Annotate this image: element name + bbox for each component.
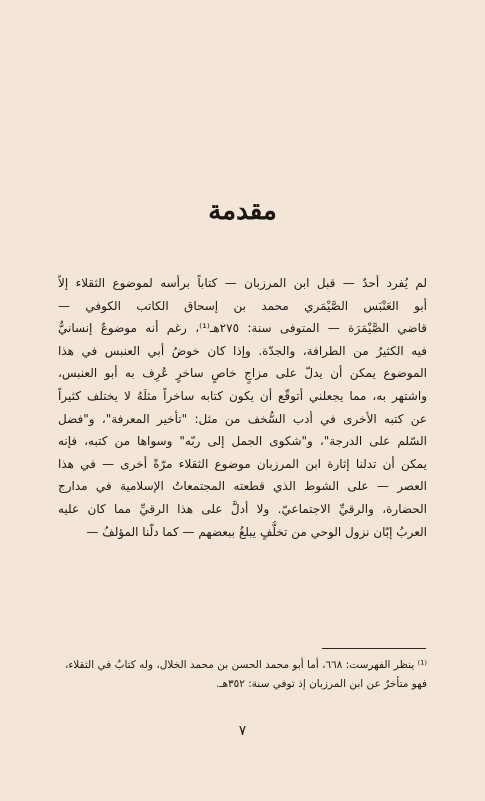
text-line: قاضي الصَّيْمَرَة — المتوفى سنة: ٢٧٥هـ⁽¹⁾، رغم أنه موضوعٌ إنسانيٌّ [58,321,427,336]
text-line: واشتهر به، مما يجعلني أتوقّع أن يكون كتابه ساخراً مثلَهُ لا يختلف كثيراً [58,388,427,403]
text-line: لم يُفرد أحدٌ — قبل ابن المرزبان — كتاباً برأسه لموضوع الثقلاء إلاّ [58,276,427,290]
text-line: أبو العَنْبَس الصَّيْمَري محمد بن إسحاق الكاتب الكوفي — [58,298,427,313]
chapter-title: مقدمة [208,196,277,226]
footnote-line: ⁽¹⁾ ينظر الفهرست: ٦٦٨، أما أبو محمد الحسن بن محمد الخلال، وله كتابٌ في الثقلاء، [64,659,427,671]
footnotes [58,656,427,694]
text-line: يمكن أن تدلنا إثارة ابن المرزبان موضوع الثقلاء مرّةً أخرى — في هذا [58,456,427,471]
footnote-line: فهو متأخرٌ عن ابن المرزبان إذ توفي سنة: ٣٥٢هـ. [216,678,427,690]
text-line: فيه الكثيرُ من الطرافة، والجدّة. وإذا كان خوضُ أبي العنبس في هذا [58,343,427,358]
body-paragraph [58,272,427,543]
text-line: عن كتبه الأخرى في أدب السُّخف من مثل: "تأخير المعرفة"، و"فضل [58,411,427,426]
text-line: العربُ إبّان نزول الوحي من تخلُّفٍ يبلغُ ببعضهم — كما دلّنا المؤلفُ — [86,524,427,539]
text-line: الحضارة، والرقيِّ الاجتماعيّ. ولا أدلَّ على هذا الرقيِّ مما كان عليه [58,501,427,516]
text-line: العصر — على الشوط الذي قطعته المجتمعاتُ الإسلامية في مدارج [58,479,427,494]
page-number: ٧ [238,723,247,739]
text-line: الموضوع يمكن أن يدلّ على مزاجٍ خاصٍ ساخرٍ عُرِف به أبو العنبس، [58,366,427,381]
footnote-divider [322,648,426,649]
text-line: السّلم على الدرجة"، و"شكوى الجمل إلى ربّه" وسواها من كتبه، فإنه [58,434,427,449]
